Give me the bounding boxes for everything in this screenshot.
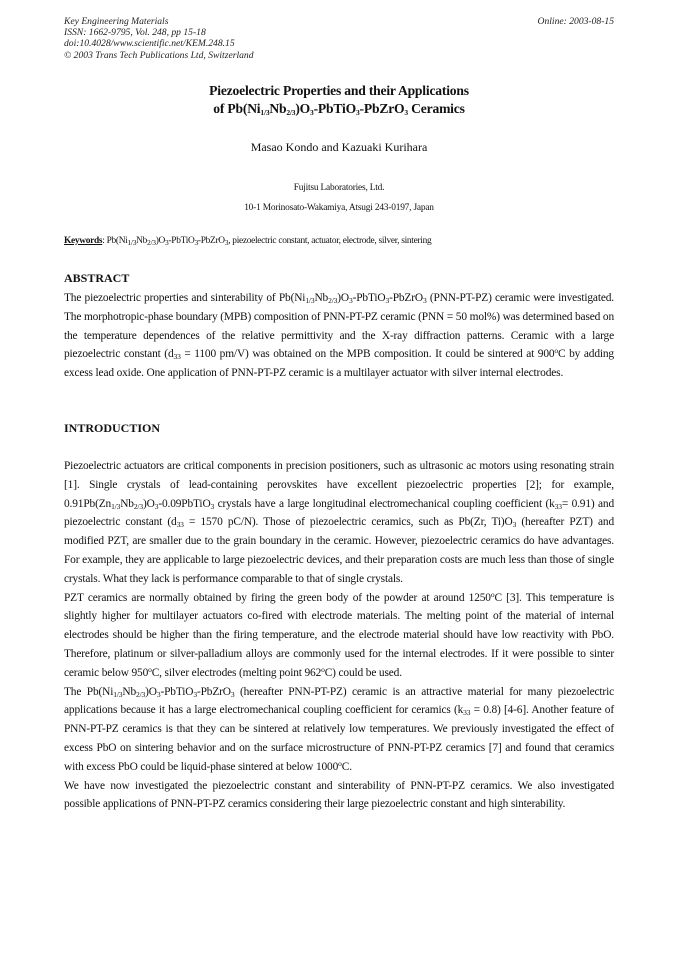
title-line-1: Piezoelectric Properties and their Applications	[209, 83, 469, 98]
introduction-heading: INTRODUCTION	[64, 421, 161, 435]
title-line-2: of $Pb(Ni_{1/3}Nb_{2/3})O_3-PbTiO_3-PbZrO_3$ Ceramics	[213, 101, 465, 117]
journal-name: Key Engineering Materials	[64, 16, 169, 27]
keywords-label: Keywords	[64, 236, 103, 246]
affiliation-line-2: 10-1 Morinosato-Wakamiya, Atsugi 243-0197, Japan	[244, 203, 434, 213]
affiliation	[64, 178, 614, 218]
issn-line: ISSN: 1662-9795, Vol. 248, pp 15-18	[64, 27, 206, 39]
introduction-body	[64, 457, 614, 814]
journal-header	[64, 16, 614, 61]
intro-paragraph-3: The $Pb(Ni_{1/3}Nb_{2/3})O_3-PbTiO_3-PbZrO_3$ (hereafter PNN-PT-PZ) ceramic is an attractive material for many piezoelectric applications because it has a large electromechanical coupling coefficient for ceramics $(k_{33} = 0.8)$ [4-6]. Another feature of PNN-PT-PZ ceramics is that they can be sintered at relatively low temperatures. We previously investigated the effect of excess PbO on sintering behavior and on the surface microstructure of PNN-PT-PZ ceramics [7] and found that ceramics with excess PbO could be liquid-phase sintered at below 1000$^o$C.	[64, 685, 614, 773]
copyright-line: © 2003 Trans Tech Publications Ltd, Switzerland	[64, 49, 254, 61]
paper-title	[64, 82, 614, 118]
intro-paragraph-4: We have now investigated the piezoelectric constant and sinterability of PNN-PT-PZ ceramics. We also investigated possible applications of PNN-PT-PZ ceramics considering their large piezoelectric constant and high sinterability.	[64, 779, 614, 811]
intro-paragraph-2: PZT ceramics are normally obtained by firing the green body of the powder at around 1250$^o$C [3]. This temperature is slightly higher for multilayer actuators co-fired with electrode materials. The melting point of the material of internal electrodes should be higher than the firing temperature, and the electrode material should have low reactivity with PbO. Therefore, platinum or silver-palladium alloys are commonly used for the internal electrodes. If it were possible to sinter ceramic below 950$^o$C, silver electrodes (melting point 962$^o$C) could be used.	[64, 589, 615, 679]
authors: Masao Kondo and Kazuaki Kurihara	[250, 140, 428, 154]
affiliation-line-1: Fujitsu Laboratories, Ltd.	[293, 183, 385, 193]
keywords: Keywords: $Pb(Ni_{1/3}Nb_{2/3})O_3-PbTiO_3-PbZrO_3$, piezoelectric constant, actuator, electrode, silver, sintering	[64, 236, 432, 247]
intro-paragraph-1: Piezoelectric actuators are critical components in precision positioners, such as ultrasonic ac motors using resonating strain [1]. Single crystals of lead-containing perovskites have excellent piezoelectric properties [2]; for example, $0.91Pb(Zn_{1/3}Nb_{2/3})O_3-0.09PbTiO_3$ crystals have a large longitudinal electromechanical coupling coefficient $(k_{33}= 0.91)$ and piezoelectric constant ($d_{33} = 1570$ pC/N). Those of piezoelectric ceramics, such as Pb(Zr, $Ti)O_3$ (hereafter PZT) and modified PZT, are smaller due to the grain boundary in the ceramic. However, piezoelectric ceramics do have advantages. For example, they are applicable to large piezoelectric devices, and their preparation costs are much less than those of single crystals. What they lack is performance comparable to that of single crystals.	[64, 460, 614, 585]
online-date: Online: 2003-08-15	[537, 16, 614, 27]
abstract-body: The piezoelectric properties and sinterability of $Pb(Ni_{1/3}Nb_{2/3})O_3-PbTiO_3-PbZrO_3$ (PNN-PT-PZ) ceramic were investigated. The morphotropic-phase boundary (MPB) composition of PNN-PT-PZ ceramic (PNN = 50 mol%) was determined based on the temperature dependences of the relative permittivity and the X-ray diffraction patterns. Ceramic with a large piezoelectric constant ($d_{33} = 1100$ pm/V) was obtained on the MPB composition. It could be sintered at 900$^o$C by adding excess lead oxide. One application of PNN-PT-PZ ceramic is a multilayer actuator with silver internal electrodes.	[64, 292, 615, 380]
doi-line: doi:10.4028/www.scientific.net/KEM.248.15	[64, 38, 235, 50]
abstract-heading: ABSTRACT	[64, 271, 130, 285]
